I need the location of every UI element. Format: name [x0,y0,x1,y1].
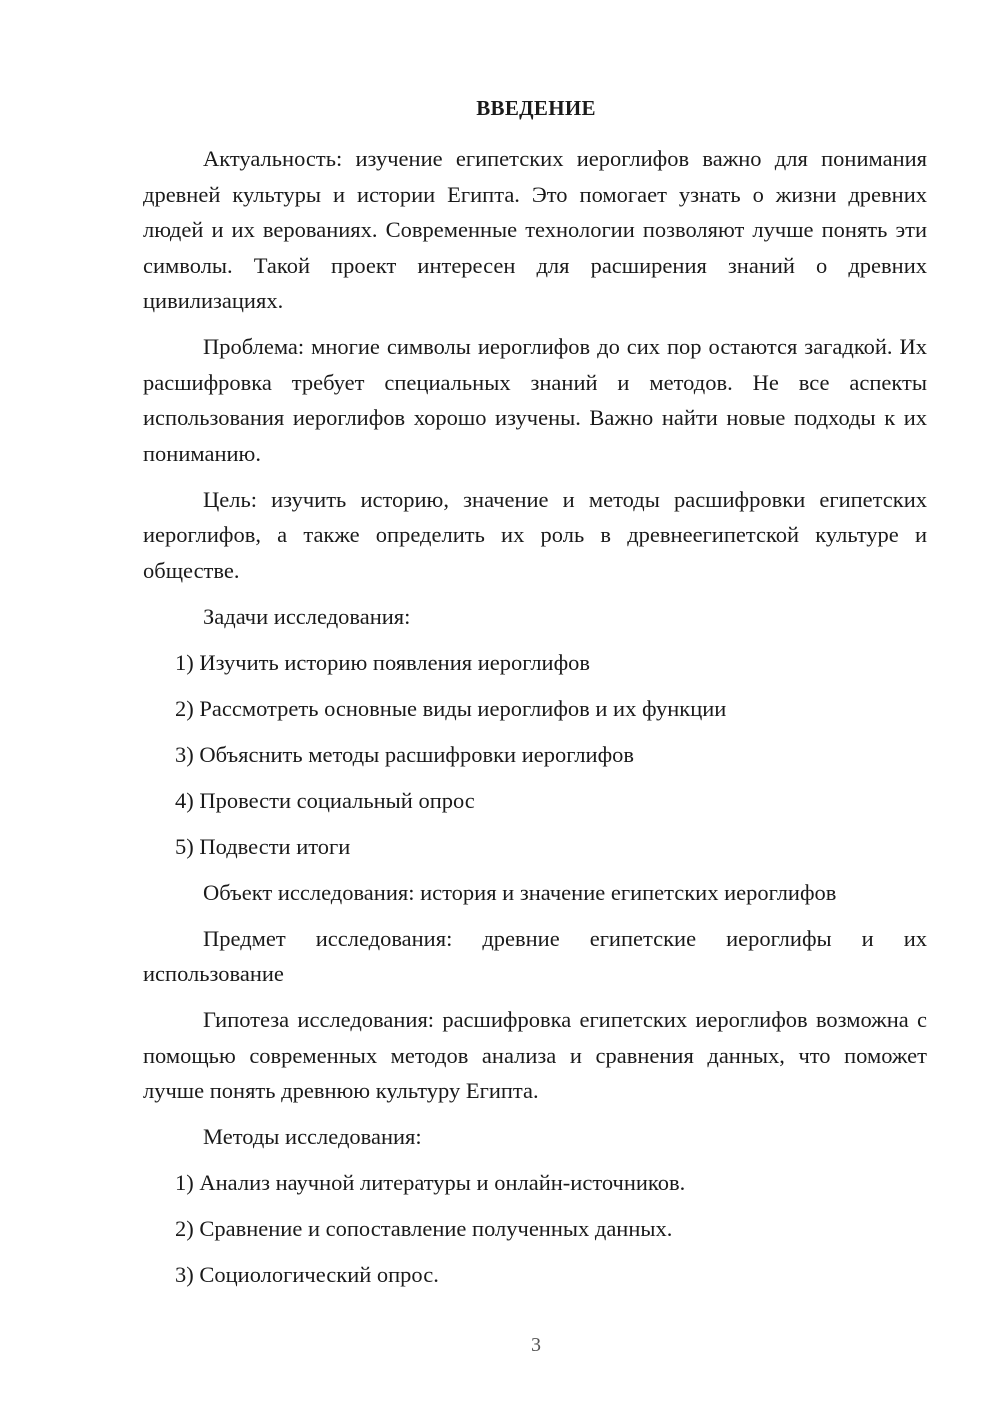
method-item: 2) Сравнение и сопоставление полученных данных. [175,1216,673,1241]
page-number: 3 [531,1334,541,1356]
methods-heading: Методы исследования: [203,1124,422,1149]
subject-paragraph: Предмет исследования: древние египетские иероглифы и их использование [143,925,927,986]
task-item: 3) Объяснить методы расшифровки иероглифов [175,741,635,767]
goal-paragraph: Цель: изучить историю, значение и методы расшифровки египетских иероглифов, а также определить их роль в древнеегипетской культуре и обществе. [143,486,927,583]
relevance-paragraph: Актуальность: изучение египетских иероглифов важно для понимания древней культуры и истории Египта. Это помогает узнать о жизни древних людей и их верованиях. Современные технологии позволяют лучше понять эти символы. Такой проект интересен для расширения знаний о древних цивилизациях. [143,146,927,313]
task-item: 1) Изучить историю появления иероглифов [175,649,591,675]
task-item: 5) Подвести итоги [175,833,351,859]
tasks-heading: Задачи исследования: [203,603,411,629]
hypothesis-paragraph: Гипотеза исследования: расшифровка египетских иероглифов возможна с помощью современных методов анализа и сравнения данных, что поможет лучше понять древнюю культуру Египта. [143,1007,927,1103]
method-item: 3) Социологический опрос. [175,1262,439,1287]
problem-paragraph: Проблема: многие символы иероглифов до сих пор остаются загадкой. Их расшифровка требует специальных знаний и методов. Не все аспекты использования иероглифов хорошо изучены. Важно найти новые подходы к их пониманию. [143,334,927,466]
object-paragraph: Объект исследования: история и значение египетских иероглифов [203,879,837,905]
method-item: 1) Анализ научной литературы и онлайн-источников. [175,1170,686,1195]
section-heading: ВВЕДЕНИЕ [476,96,596,120]
document-body [143,141,927,1293]
task-item: 4) Провести социальный опрос [175,787,475,813]
task-item: 2) Рассмотреть основные виды иероглифов и их функции [175,695,727,721]
